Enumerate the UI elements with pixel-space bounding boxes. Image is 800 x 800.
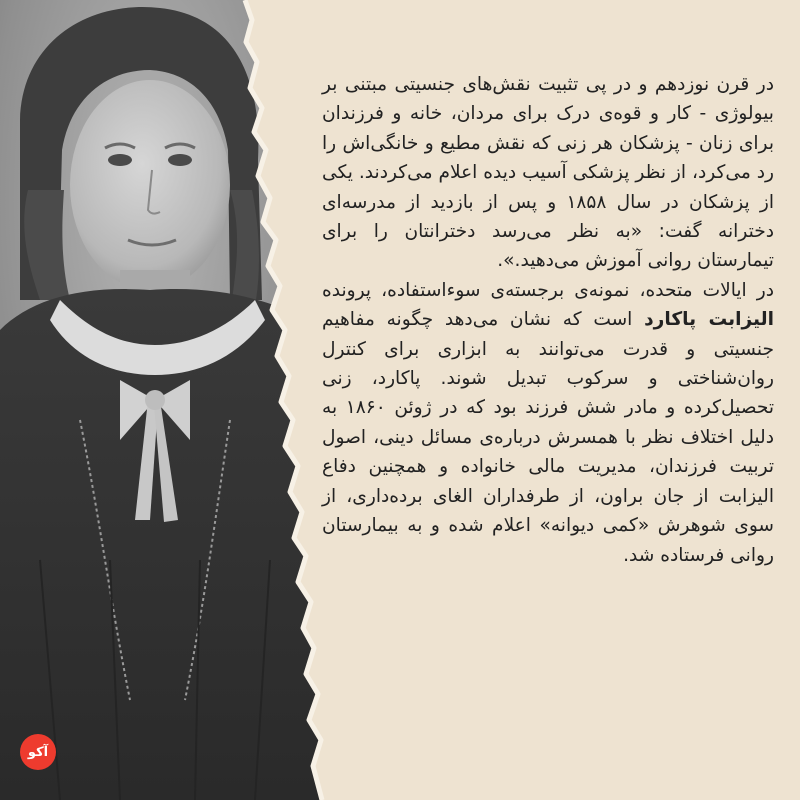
brand-logo: آکو <box>20 734 56 770</box>
paragraph-intro: در قرن نوزدهم و در پی تثبیت نقش‌های جنسیتی مبتنی بر بیولوژی - کار و قوه‌ی درک برای مردان، خانه و فرزندان برای زنان - پزشکان هر زنی که نقش مطیع و خانگی‌اش را رد می‌کرد، از نظر پزشکی آسیب دیده اعلام می‌کردند. یکی از پزشکان در سال ۱۸۵۸ و پس از بازدید از مدرسه‌ای دخترانه گفت: «به نظر می‌رسد دخترانتان را برای تیمارستان روانی آموزش می‌دهید.». <box>322 74 774 272</box>
paragraph-packard-start: در ایالات متحده، نمونه‌ی برجسته‌ی سوءاستفاده، پرونده <box>322 279 774 301</box>
highlighted-name: الیزابت پاکارد <box>644 309 774 331</box>
paragraph-packard-rest: است که نشان می‌دهد چگونه مفاهیم جنسیتی و قدرت می‌توانند به ابزاری برای کنترل روان‌شناختی و سرکوب تبدیل شوند. پاکارد، زنی تحصیل‌کرده و مادر شش فرزند بود که در ژوئن ۱۸۶۰ به دلیل اختلاف نظر با همسرش درباره‌ی مسائل دینی، اصول تربیت فرزندان، مدیریت مالی خانواده و همچنین دفاع الیزابت از جان براون، از طرفداران الغای برده‌داری، از سوی شوهرش «کمی دیوانه» اعلام شده و به بیمارستان روانی فرستاده شد. <box>322 309 774 566</box>
paragraph-packard <box>322 276 774 570</box>
article-text <box>322 70 774 570</box>
